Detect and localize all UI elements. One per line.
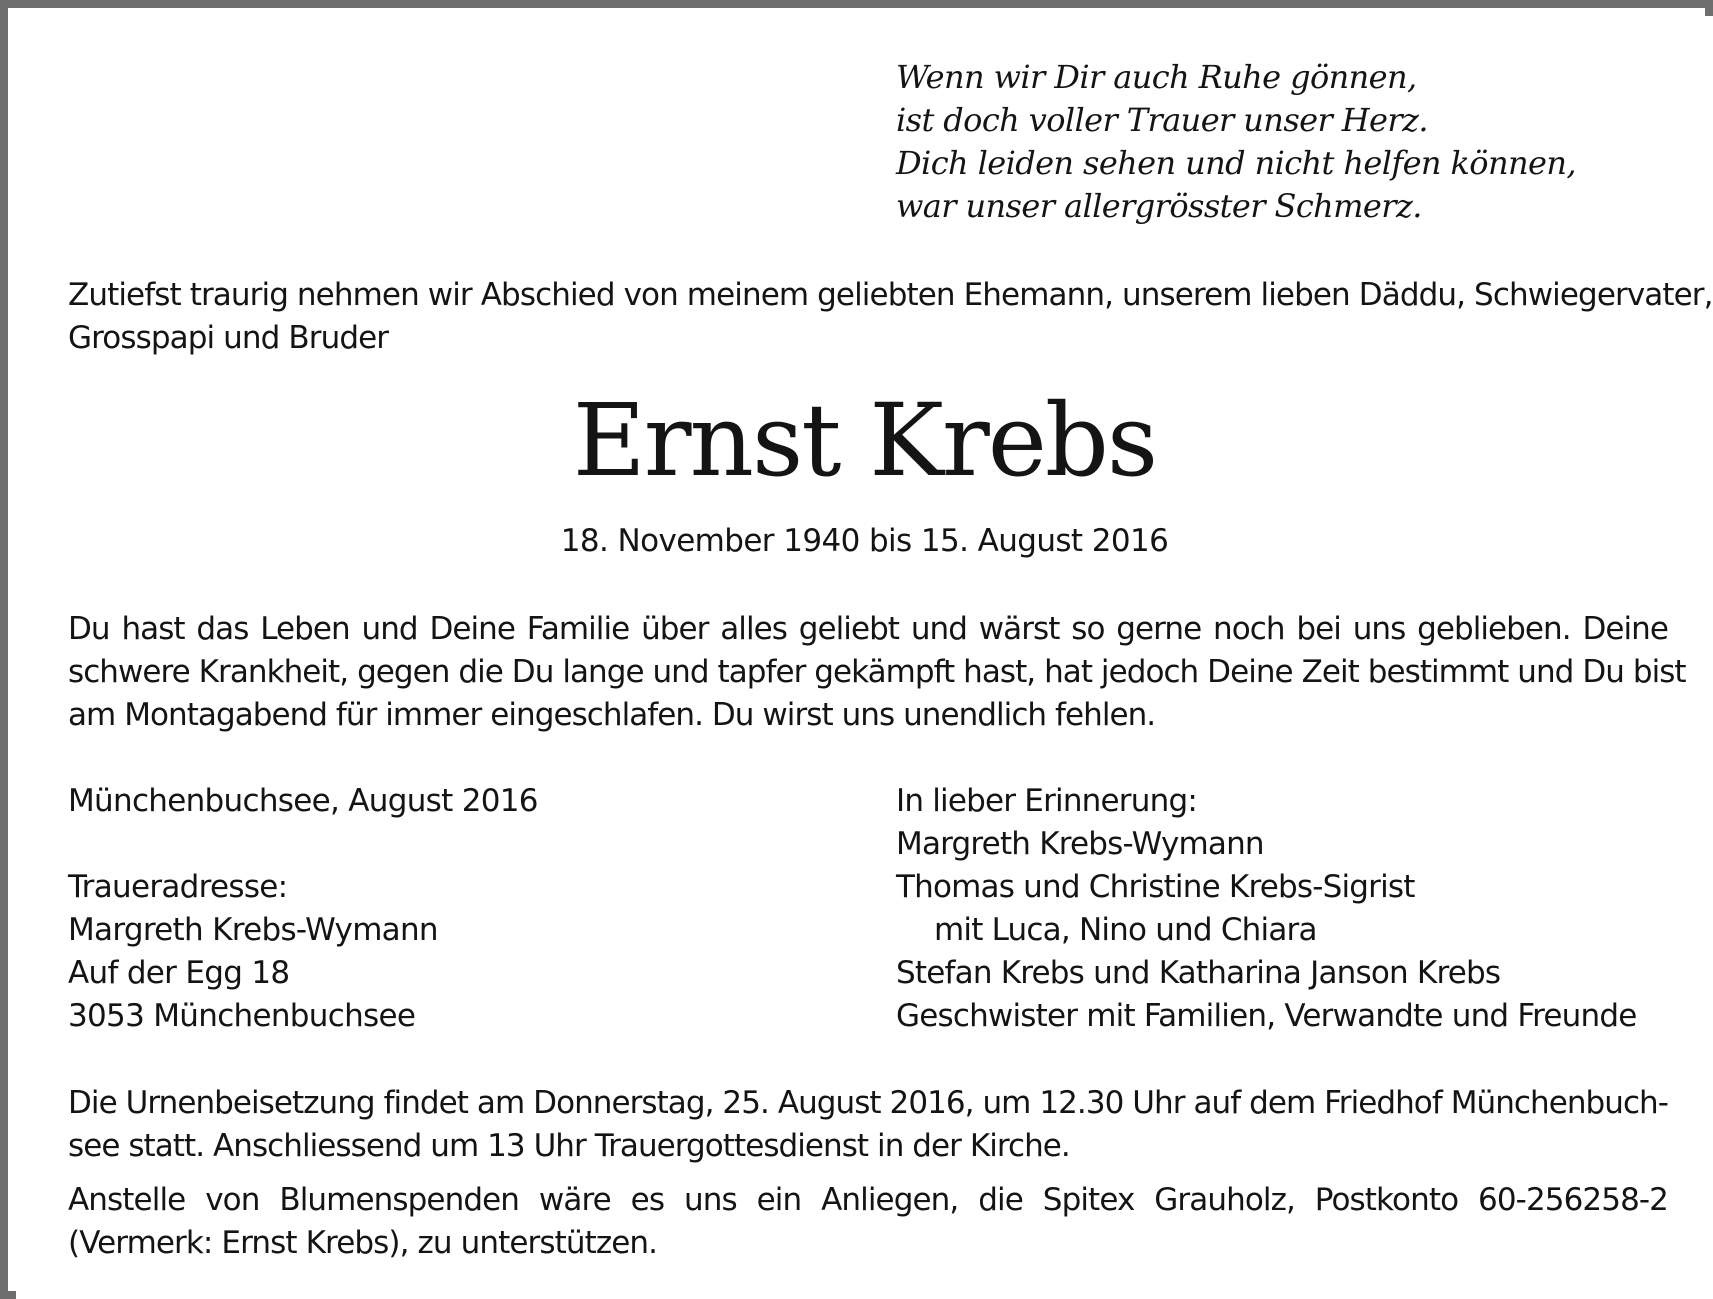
burial-line: Die Urnenbeisetzung findet am Donnerstag, 25. August 2016, um 12.30 Uhr auf dem Friedhof Münchenbuch- <box>68 1085 1668 1121</box>
mourners-column <box>896 780 1676 1038</box>
intro-paragraph <box>68 274 1713 360</box>
mourning-address-name: Margreth Krebs-Wymann <box>68 912 438 948</box>
mourner-entry: Stefan Krebs und Katharina Janson Krebs <box>896 955 1501 991</box>
spacer <box>68 823 828 866</box>
intro-line: Grosspapi und Bruder <box>68 320 389 356</box>
address-column <box>68 780 828 1038</box>
poem-line: Wenn wir Dir auch Ruhe gönnen, <box>896 58 1417 96</box>
mourner-entry: Thomas und Christine Krebs-Sigrist <box>896 869 1415 905</box>
poem-line: Dich leiden sehen und nicht helfen können, <box>896 144 1576 182</box>
mourning-address-label: Traueradresse: <box>68 869 288 905</box>
mourner-entry: Geschwister mit Familien, Verwandte und Freunde <box>896 998 1637 1034</box>
tribute-line: Du hast das Leben und Deine Familie über alles geliebt und wärst so gerne noch bei uns geblieben. Deine <box>68 611 1668 647</box>
poem-line: ist doch voller Trauer unser Herz. <box>896 101 1428 139</box>
donation-paragraph <box>68 1179 1668 1265</box>
tribute-line: schwere Krankheit, gegen die Du lange und tapfer gekämpft hast, hat jedoch Deine Zeit bestimmt und Du bist <box>68 654 1686 690</box>
intro-line: Zutiefst traurig nehmen wir Abschied von meinem geliebten Ehemann, unserem lieben Däddu, Schwiegervater, <box>68 277 1713 313</box>
deceased-name: Ernst Krebs <box>572 382 1157 499</box>
donation-line: (Vermerk: Ernst Krebs), zu unterstützen. <box>68 1225 658 1261</box>
tribute-line: am Montagabend für immer eingeschlafen. Du wirst uns unendlich fehlen. <box>68 697 1156 733</box>
poem-line: war unser allergrösster Schmerz. <box>896 187 1422 225</box>
mourner-entry: Margreth Krebs-Wymann <box>896 826 1264 862</box>
burial-line: see statt. Anschliessend um 13 Uhr Trauergottesdienst in der Kirche. <box>68 1128 1070 1164</box>
remembrance-heading: In lieber Erinnerung: <box>896 783 1197 819</box>
mourner-entry-children: mit Luca, Nino und Chiara <box>934 912 1317 948</box>
poem <box>896 56 1576 228</box>
life-dates: 18. November 1940 bis 15. August 2016 <box>560 523 1169 559</box>
mourning-address-city: 3053 Münchenbuchsee <box>68 998 416 1034</box>
burial-paragraph <box>68 1082 1668 1168</box>
mourning-address-street: Auf der Egg 18 <box>68 955 290 991</box>
obituary-notice <box>16 16 1713 1299</box>
tribute-paragraph <box>68 608 1686 737</box>
place-date: Münchenbuchsee, August 2016 <box>68 783 538 819</box>
donation-line: Anstelle von Blumenspenden wäre es uns ein Anliegen, die Spitex Grauholz, Postkonto 60-256258-2 <box>68 1182 1668 1218</box>
